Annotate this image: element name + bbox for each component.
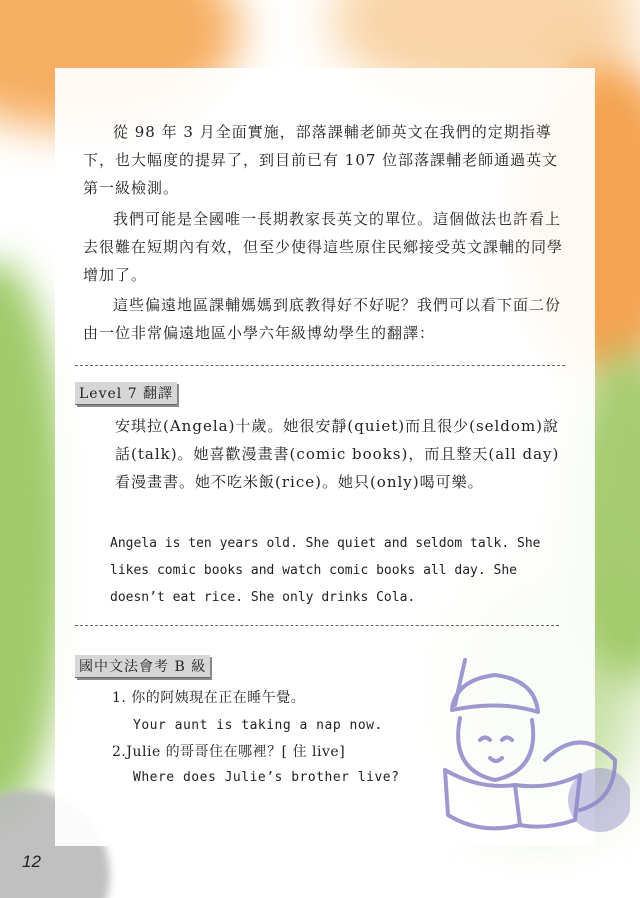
grammar-item-2-english: Where does Julie’s brother live? <box>133 770 400 785</box>
grammar-item-2-chinese: 2.Julie 的哥哥住在哪裡？[ 住 live] <box>112 744 346 760</box>
translation-chinese-text: 安琪拉(Angela)十歲。她很安靜(quiet)而且很少(seldom)說話(talk)。她喜歡漫畫書(comic books)，而且整天(all day)看漫畫書。她不吃米飯(rice)。她只(only)喝可樂。 <box>115 417 560 491</box>
intro-paragraph-1: 從 98 年 3 月全面實施，部落課輔老師英文在我們的定期指導下，也大幅度的提昇了，到目前已有 107 位部落課輔老師通過英文第一級檢測。 <box>83 123 559 197</box>
intro-paragraph-2: 我們可能是全國唯一長期教家長英文的單位。這個做法也許看上去很難在短期內有效，但至少使得這些原住民鄉接受英文課輔的同學增加了。 <box>83 210 564 284</box>
intro-paragraph-3: 這些偏遠地區課輔媽媽到底教得好不好呢？我們可以看下面二份由一位非常偏遠地區小學六年級博幼學生的翻譯： <box>83 296 562 342</box>
dashed-divider <box>75 365 565 366</box>
translation-english-text: Angela is ten years old. She quiet and seldom talk. She likes comic books and watch comic books all day. She doesn’t eat rice. She only drinks Cola. <box>110 536 541 605</box>
child-reading-illustration <box>440 640 630 840</box>
grammar-item-1-english: Your aunt is taking a nap now. <box>133 718 383 733</box>
section-label-level7: Level 7 翻譯 <box>75 382 177 405</box>
page-number: 12 <box>22 852 41 871</box>
dashed-divider <box>75 625 559 626</box>
grammar-item-1-chinese: 1. 你的阿姨現在正在睡午覺。 <box>112 690 306 706</box>
section-label-grammar: 國中文法會考 B 級 <box>75 655 210 678</box>
